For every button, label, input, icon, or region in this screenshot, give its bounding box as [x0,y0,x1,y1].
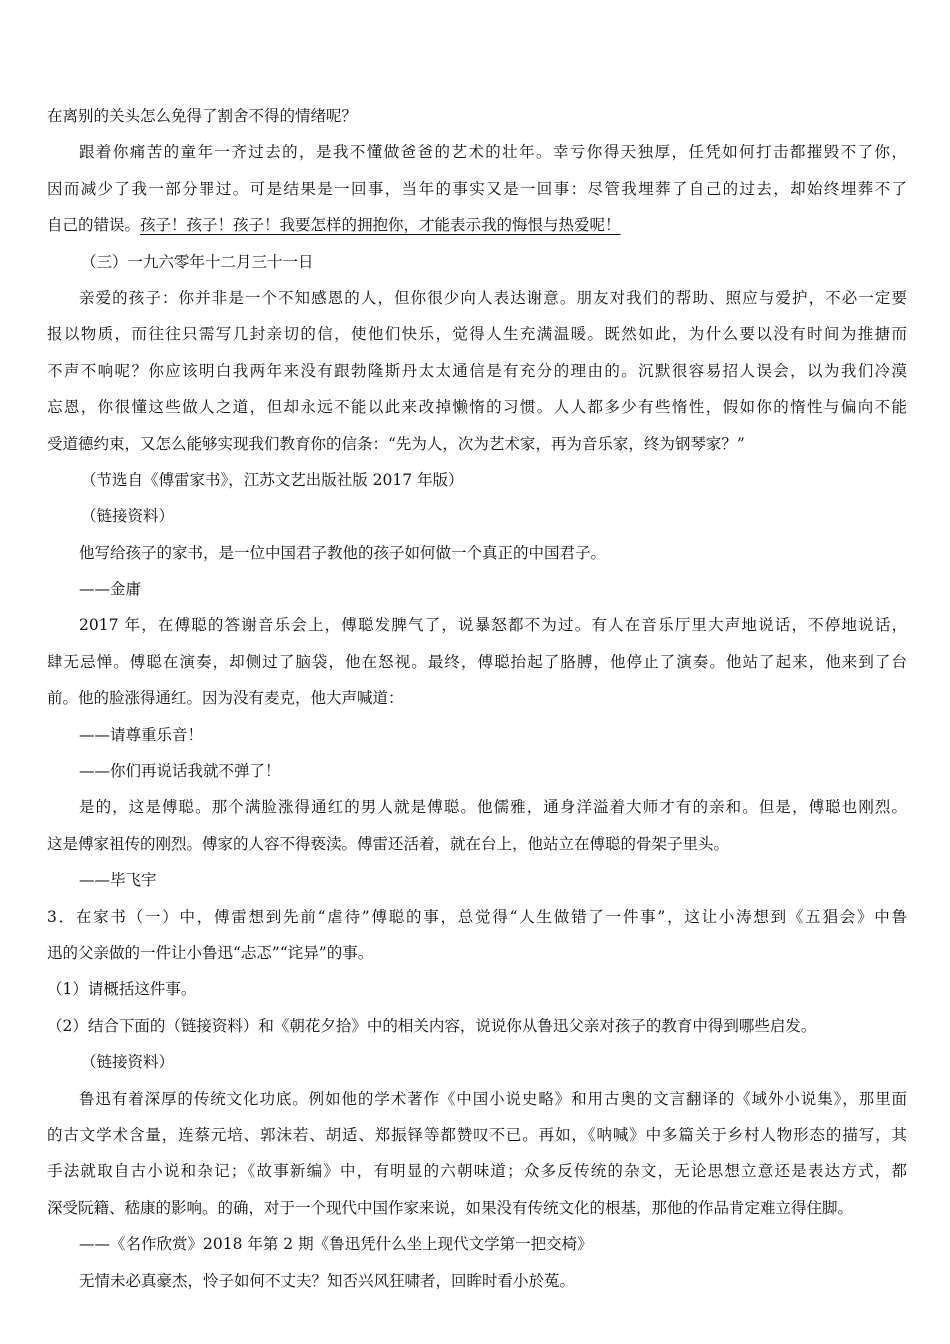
document-page [47,98,907,1299]
letter2-paragraph-line [47,207,907,243]
link1-shout: ——请尊重乐音！ [79,725,204,744]
link2-label: （链接资料） [81,1053,175,1072]
link1-paragraph-line: 肆无忌惮。傅聪在演奏，却侧过了脑袋，他在怒视。最终，傅聪抬起了胳膊，他停止了演奏。他站了起来，他来到了台 [47,652,907,671]
letter3-line: 亲爱的孩子：你并非是一个不知感恩的人，但你很少向人表达谢意。朋友对我们的帮助、照应与爱护，不必一定要 [79,288,907,307]
link1-label: （链接资料） [81,507,175,526]
question3-sub1: （1）请概括这件事。 [47,980,197,999]
link2-poem: 无情未必真豪杰，怜子如何不丈夫？知否兴风狂啸者，回眸时看小於菟。 [79,1271,576,1290]
letter2-paragraph-line: 因而减少了我一部分罪过。可是结果是一回事，当年的事实又是一回事：尽管我埋葬了自己的过去，却始终埋葬不了 [47,179,907,198]
letter2-closing-line: 在离别的关头怎么免得了割舍不得的情绪呢？ [47,107,358,125]
link2-source: ——《名作欣赏》2018 年第 2 期《鲁迅凭什么坐上现代文学第一把交椅》 [79,1235,593,1254]
link1-author: ——毕飞宇 [79,871,157,890]
link1-closing-line: 这是傅家祖传的刚烈。傅家的人容不得亵渎。傅雷还活着，就在台上，他站立在傅聪的骨架子里头。 [47,834,730,853]
underlined-exclamation: 孩子！孩子！孩子！我要怎样的拥抱你，才能表示我的悔恨与热爱呢！ [140,216,621,235]
link2-line: 深受阮籍、嵇康的影响。的确，对于一个现代中国作家来说，如果没有传统文化的根基，那他的作品肯定难立得住脚。 [47,1198,854,1217]
question3-line: 3．在家书（一）中，傅雷想到先前“虐待”傅聪的事，总觉得“人生做错了一件事”，这让小涛想到《五猖会》中鲁 [47,907,907,926]
letter2-text: 自己的错误。 [47,216,141,235]
link2-line: 鲁迅有着深厚的传统文化功底。例如他的学术著作《中国小说史略》和用古奥的文言翻译的《域外小说集》，那里面 [79,1089,907,1108]
link1-closing-line: 是的，这是傅聪。那个满脸涨得通红的男人就是傅聪。他儒雅，通身洋溢着大师才有的亲和。但是，傅聪也刚烈。 [79,798,907,817]
letter3-line: 报以物质，而往往只需写几封亲切的信，使他们快乐，觉得人生充满温暖。既然如此，为什么要以没有时间为推搪而 [47,325,907,344]
question3-line: 迅的父亲做的一件让小鲁迅“忐忑”“诧异”的事。 [47,943,374,962]
link1-shout: ——你们再说话我就不弹了！ [79,762,281,781]
link2-line: 的古文学术含量，连蔡元培、郭沫若、胡适、郑振铎等都赞叹不已。再如，《呐喊》中多篇关于乡村人物形态的描写，其 [47,1125,907,1144]
letter3-line: 受道德约束，又怎么能够实现我们教育你的信条：“先为人，次为艺术家，再为音乐家，终为钢琴家？” [47,434,745,453]
letter3-line: 忘恩，你很懂这些做人之道，但却永远不能以此来改掉懒惰的习惯。人人都多少有些惰性，假如你的惰性与偏向不能 [47,398,907,417]
link1-quote: 他写给孩子的家书，是一位中国君子教他的孩子如何做一个真正的中国君子。 [79,543,607,562]
link1-paragraph-line: 前。他的脸涨得通红。因为没有麦克，他大声喊道： [47,689,404,708]
letter2-paragraph-line: 跟着你痛苦的童年一齐过去的，是我不懂做爸爸的艺术的壮年。幸亏你得天独厚，任凭如何打击都摧毁不了你， [79,143,907,162]
link1-quote-author: ——金庸 [79,580,142,599]
link2-line: 手法就取自古小说和杂记；《故事新编》中，有明显的六朝味道；众多反传统的杂文，无论思想立意还是表达方式，都 [47,1162,907,1181]
letter3-heading: （三）一九六零年十二月三十一日 [81,252,314,271]
question3-sub2: （2）结合下面的（链接资料）和《朝花夕拾》中的相关内容，说说你从鲁迅父亲对孩子的教育中得到哪些启发。 [47,1016,817,1035]
link1-paragraph-line: 2017 年，在傅聪的答谢音乐会上，傅聪发脾气了，说暴怒都不为过。有人在音乐厅里大声地说话，不停地说话， [79,616,907,635]
letter3-source: （节选自《傅雷家书》，江苏文艺出版社版 2017 年版） [81,470,464,489]
letter3-line: 不声不响呢？你应该明白我两年来没有跟勃隆斯丹太太通信是有充分的理由的。沉默很容易招人误会，以为我们冷漠 [47,361,907,380]
